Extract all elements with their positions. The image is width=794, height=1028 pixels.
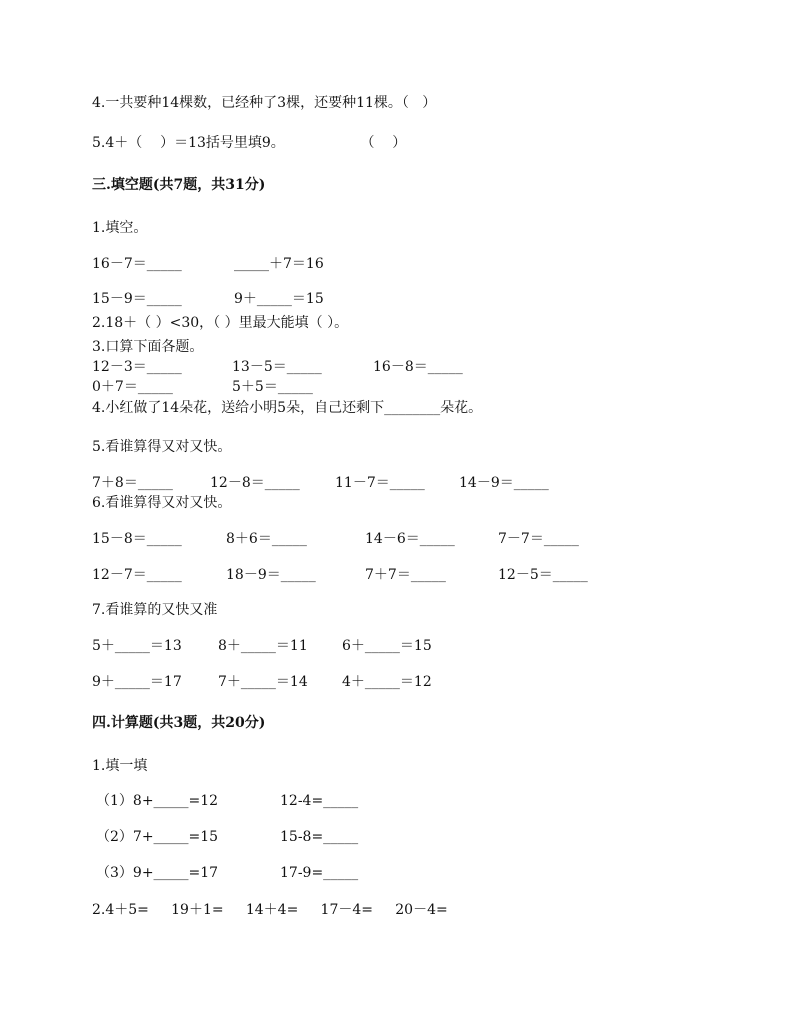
q1-a: 16－7＝_____: [92, 256, 182, 272]
calc-1-f: 17-9=_____: [280, 865, 359, 881]
q5-b: 12－8＝_____: [210, 475, 300, 491]
calc-question-2: 2.4＋5= 19＋1= 14＋4= 17－4= 20－4=: [92, 902, 448, 918]
q5-a: 7＋8＝_____: [92, 475, 173, 491]
q5-c: 11－7＝_____: [335, 475, 425, 491]
q3-b: 13－5＝_____: [232, 359, 322, 375]
q3-c: 16－8＝_____: [373, 359, 463, 375]
calc-question-1-title: 1.填一填: [92, 758, 148, 774]
q7-a: 5＋_____＝13: [92, 638, 182, 654]
calc-1-d: 15-8=_____: [280, 829, 359, 845]
calc-1-b: 12-4=_____: [280, 793, 359, 809]
q3-e: 5＋5＝_____: [232, 379, 313, 395]
q3-d: 0＋7＝_____: [92, 379, 173, 395]
question-3-title: 3.口算下面各题。: [92, 339, 204, 355]
calc-1-e: （3）9+_____=17: [96, 865, 219, 881]
question-7-title: 7.看谁算的又快又准: [92, 602, 218, 618]
q1-b: _____＋7＝16: [234, 256, 324, 272]
q5-d: 14－9＝_____: [459, 475, 549, 491]
calc-1-a: （1）8+_____=12: [96, 793, 219, 809]
question-2: 2.18＋（ ）<30，（ ）里最大能填（ ）。: [92, 315, 349, 331]
judge-item-5: 5.4＋（ ）＝13括号里填9。 （ ）: [92, 135, 407, 151]
section-heading-fill: 三.填空题(共7题，共31分): [92, 177, 266, 193]
question-4: 4.小红做了14朵花，送给小明5朵，自己还剩下________朵花。: [92, 400, 483, 416]
q3-a: 12－3＝_____: [92, 359, 182, 375]
q6-a: 15－8＝_____: [92, 531, 182, 547]
q7-d: 9＋_____＝17: [92, 674, 182, 690]
question-5-title: 5.看谁算得又对又快。: [92, 439, 232, 455]
q6-d: 7－7＝_____: [498, 531, 579, 547]
q7-e: 7＋_____＝14: [218, 674, 308, 690]
question-1-title: 1.填空。: [92, 220, 148, 236]
q7-f: 4＋_____＝12: [342, 674, 432, 690]
section-heading-calc: 四.计算题(共3题，共20分): [92, 715, 266, 731]
q7-c: 6＋_____＝15: [342, 638, 432, 654]
q6-b: 8＋6＝_____: [226, 531, 307, 547]
q6-h: 12－5＝_____: [498, 567, 588, 583]
q1-c: 15－9＝_____: [92, 291, 182, 307]
question-6-title: 6.看谁算得又对又快。: [92, 495, 232, 511]
q1-d: 9＋_____＝15: [234, 291, 324, 307]
q6-f: 18－9＝_____: [226, 567, 316, 583]
q6-c: 14－6＝_____: [365, 531, 455, 547]
q6-e: 12－7＝_____: [92, 567, 182, 583]
judge-item-4: 4.一共要种14棵数，已经种了3棵，还要种11棵。（ ）: [92, 95, 437, 111]
calc-1-c: （2）7+_____=15: [96, 829, 219, 845]
q6-g: 7＋7＝_____: [365, 567, 446, 583]
q7-b: 8＋_____＝11: [218, 638, 308, 654]
